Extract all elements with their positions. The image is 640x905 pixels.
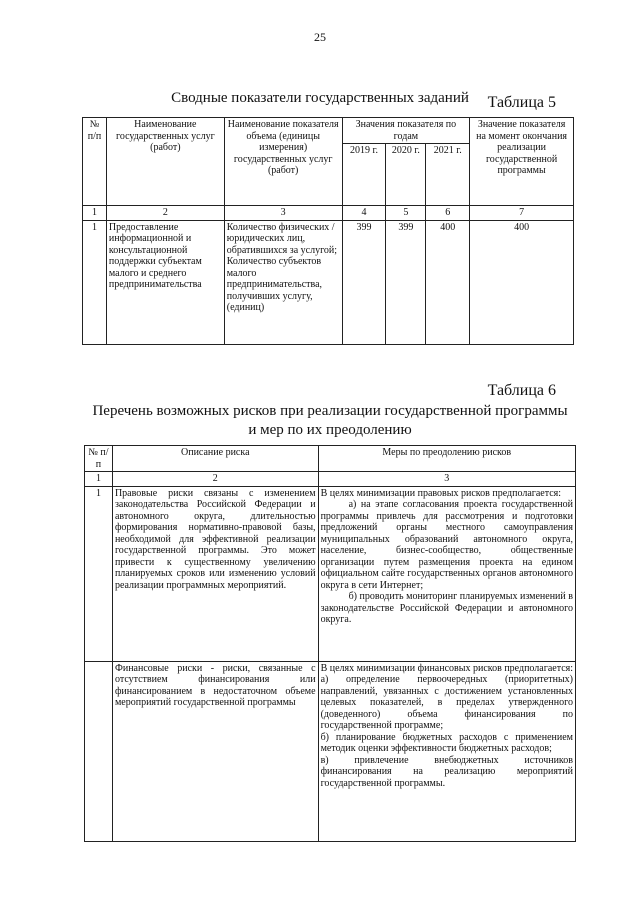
t5-colnum: 1 [83,206,107,221]
t5-header-values: Значения показателя по годам [342,118,470,144]
table5 [82,117,574,345]
table5-caption: Таблица 5 [487,94,556,111]
t6-row2-measures-b: б) планирование бюджетных расходов с применением методик оценки эффективности бюджетных расходов; [320,731,573,754]
t6-header-risk: Описание риска [112,446,318,472]
t5-row-volume: Количество физических / юридических лиц, обратившихся за услугой; Количество субъектов малого предпринимательства, получивших услугу, (единиц) [224,220,342,344]
t6-row2-measures-intro: В целях минимизации финансовых рисков предполагается: [320,662,574,674]
t6-colnum: 3 [318,472,575,487]
t6-row2-num [85,661,113,841]
t5-header-service: Наименование государственных услуг (работ) [106,118,224,206]
table6 [84,445,576,842]
table5-title: Сводные показатели государственных заданий [171,90,469,106]
table6-title-line2: и мер по их преодолению [248,422,412,438]
t5-header-2019: 2019 г. [342,144,386,206]
t6-header-num: № п/п [85,446,113,472]
t6-row2-measures [318,661,575,841]
t5-colnum: 4 [342,206,386,221]
t6-colnum: 2 [112,472,318,487]
t5-colnum: 3 [224,206,342,221]
t5-colnum: 7 [470,206,574,221]
t6-row2-measures-a: а) определение первоочередных (приоритетных) направлений, увязанных с достижением установленных целевых показателей, в пределах утвержденного (доведенного) объема финансирования по государственной программе; [320,674,573,731]
t5-row-2020: 399 [386,220,426,344]
t5-row-service: Предоставление информационной и консультационной поддержки субъектам малого и среднего предпринимательства [106,220,224,344]
t6-row1-measures [318,486,575,661]
t6-header-measures: Меры по преодолению рисков [318,446,575,472]
t5-colnum: 5 [386,206,426,221]
table6-caption: Таблица 6 [487,382,556,399]
t6-row2-risk: Финансовые риски - риски, связанные с отсутствием финансирования или финансированием в недостаточном объеме мероприятий государственной программы [112,661,318,841]
t6-row1-measures-intro: В целях минимизации правовых рисков предполагается: [320,487,562,499]
t6-row1-risk: Правовые риски связаны с изменением законодательства Российской Федерации и автономного округа, длительностью формирования нормативно-правовой базы, необходимой для эффективной реализации государственной программы. Это может привести к существенному увеличению планируемых сроков или изменению условий реализации программных мероприятий. [112,486,318,661]
t6-row1-measures-a: а) на этапе согласования проекта государственной программы привлечь для рассмотрения и подготовки предложений органы местного самоуправления муниципальных образований автономного округа, население, бизнес-сообщество, общественные организации путем размещения проекта на едином официальном сайте государственных органов автономного округа в сети Интернет; [320,499,573,591]
t5-header-num: № п/п [83,118,107,206]
t5-row-2019: 399 [342,220,386,344]
t6-row1-measures-b: б) проводить мониторинг планируемых изменений в законодательстве Российской Федерации и автономного округа. [320,591,573,625]
t6-row2-measures-c: в) привлечение внебюджетных источников финансирования на реализацию мероприятий государственной программы. [320,754,573,789]
t5-row-2021: 400 [426,220,470,344]
table6-title-line1: Перечень возможных рисков при реализации государственной программы [92,403,568,419]
t5-header-volume: Наименование показателя объема (единицы измерения) государственных услуг (работ) [224,118,342,206]
t5-colnum: 6 [426,206,470,221]
t5-row-final: 400 [470,220,574,344]
table6-title [80,402,580,440]
page-number: 25 [314,30,326,44]
t5-colnum: 2 [106,206,224,221]
t5-row-num: 1 [83,220,107,344]
t5-header-2020: 2020 г. [386,144,426,206]
t5-header-final: Значение показателя на момент окончания реализации государственной программы [470,118,574,206]
t6-row1-num: 1 [85,486,113,661]
t6-colnum: 1 [85,472,113,487]
t5-header-2021: 2021 г. [426,144,470,206]
